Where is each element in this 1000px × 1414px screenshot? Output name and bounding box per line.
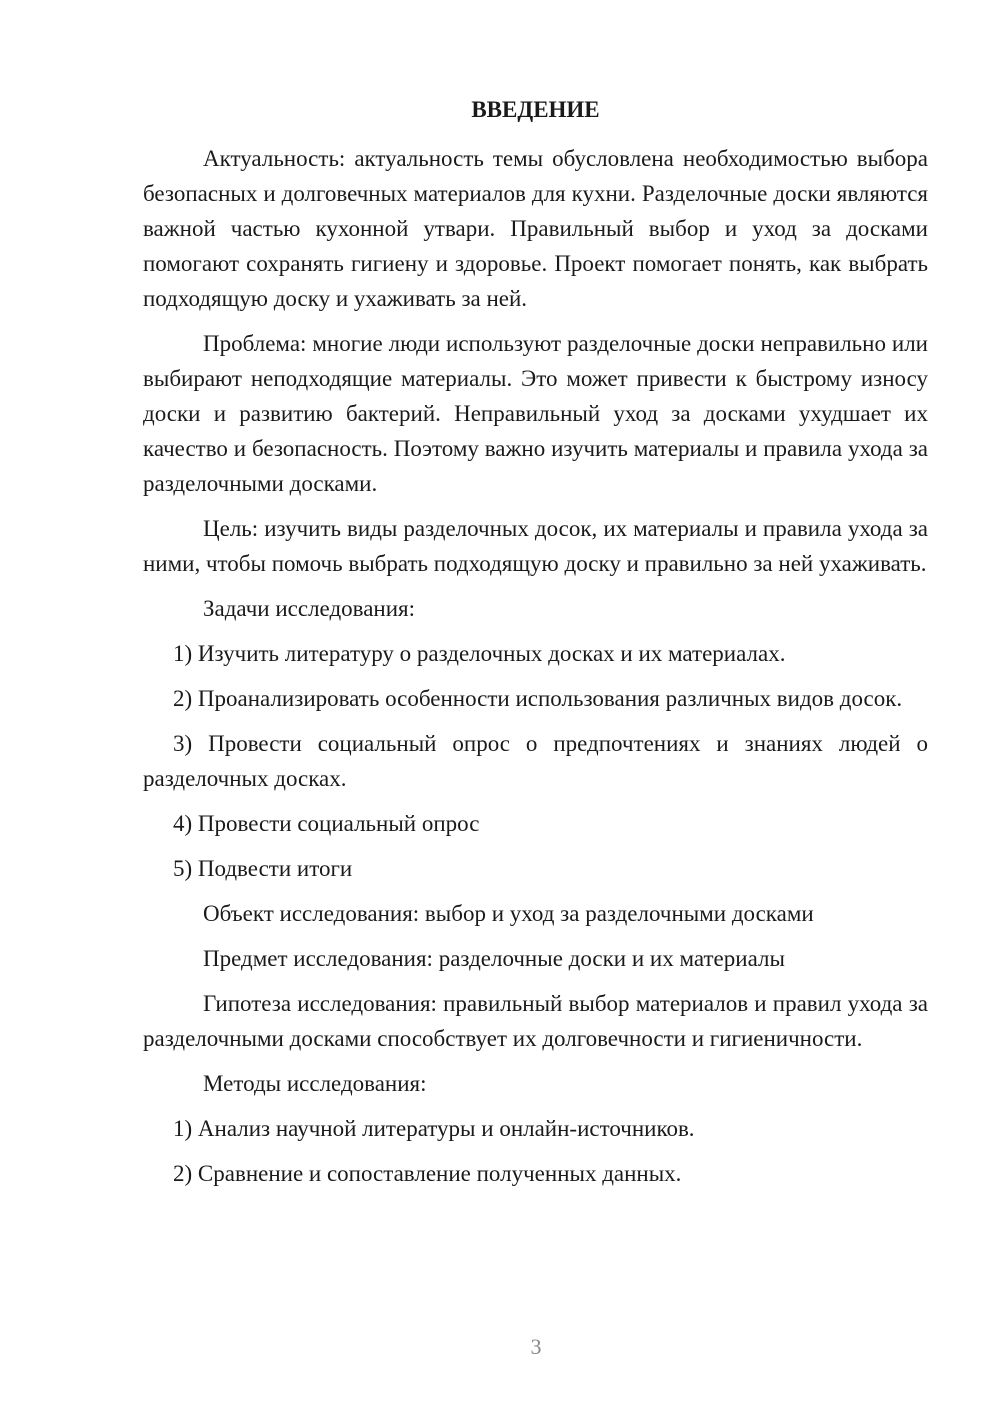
object-paragraph: Объект исследования: выбор и уход за разделочными досками [203,901,814,926]
subject-paragraph: Предмет исследования: разделочные доски и их материалы [203,946,785,971]
task-item: 5) Подвести итоги [173,856,353,881]
problem-paragraph: Проблема: многие люди используют разделочные доски неправильно или выбирают неподходящие материалы. Это может привести к быстрому износу доски и развитию бактерий. Неправильный уход за досками ухудшает их качество и безопасность. Поэтому важно изучить материалы и правила ухода за разделочными досками. [143,331,928,496]
method-item: 1) Анализ научной литературы и онлайн-источников. [173,1116,695,1141]
method-item: 2) Сравнение и сопоставление полученных данных. [173,1161,682,1186]
methods-heading: Методы исследования: [203,1071,427,1096]
task-item: 2) Проанализировать особенности использования различных видов досок. [173,686,903,711]
task-item: 4) Провести социальный опрос [173,811,480,836]
hypothesis-paragraph: Гипотеза исследования: правильный выбор материалов и правил ухода за разделочными досками способствует их долговечности и гигиеничности. [143,991,928,1051]
relevance-paragraph: Актуальность: актуальность темы обусловлена необходимостью выбора безопасных и долговечных материалов для кухни. Разделочные доски являются важной частью кухонной утвари. Правильный выбор и уход за досками помогают сохранять гигиену и здоровье. Проект помогает понять, как выбрать подходящую доску и ухаживать за ней. [143,146,928,311]
tasks-heading: Задачи исследования: [203,596,416,621]
section-title: ВВЕДЕНИЕ [471,97,600,122]
goal-paragraph: Цель: изучить виды разделочных досок, их материалы и правила ухода за ними, чтобы помочь выбрать подходящую доску и правильно за ней ухаживать. [143,516,928,576]
page-number: 3 [530,1334,542,1359]
task-item: 3) Провести социальный опрос о предпочтениях и знаниях людей о разделочных досках. [143,731,928,791]
document-page [143,92,928,1201]
task-item: 1) Изучить литературу о разделочных досках и их материалах. [173,641,786,666]
